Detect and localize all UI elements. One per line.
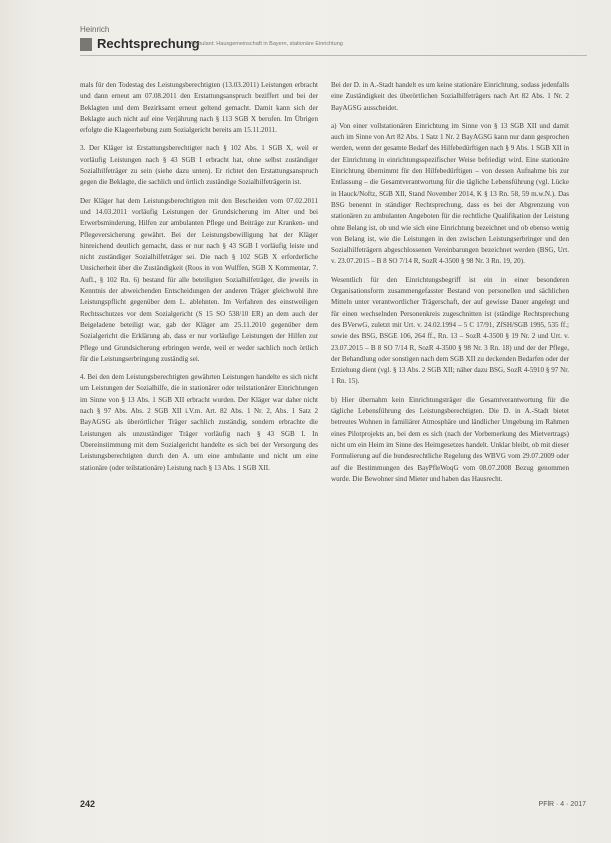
category-label: Heinrich (80, 25, 110, 34)
right-text-column (331, 80, 569, 770)
left-text-column (80, 80, 318, 770)
section-header (80, 35, 587, 56)
journal-reference: PFlR · 4 · 2017 (538, 801, 586, 808)
paragraph: 3. Der Kläger ist Erstattungsberechtigter nach § 102 Abs. 1 SGB X, weil er vorläufig Leistungen nach § 43 SGB I erbracht hat, ohne selbst zuständiger Sozialhilfeträger zu sein (siehe dazu unten). Er richtet den Erstattungsanspruch gegen die Beklagte, die sachlich und örtlich zuständige Sozialhilfeträgerin ist. (80, 144, 318, 187)
section-subtitle: Ambulant: Hausgemeinschaft in Bayern, stationäre Einrichtung (190, 41, 343, 47)
page-number: 242 (80, 799, 96, 809)
paragraph: b) Hier übernahm kein Einrichtungsträger die Gesamtverantwortung für die tägliche Lebensführung des Leistungsberechtigten. Die D. in A.-Stadt bietet betreutes Wohnen in familiärer Atmosphäre und ländlicher Umgebung im Rahmen eines Pilotprojekts an, bei dem es sich (nach der Vorbemerkung des Mietvertrags) nicht um ein Heim im Sinne des Heimgesetzes handelt. Unklar bleibt, ob mit dieser Formulierung auf die bundesrechtliche Regelung des WBVG vom 29.07.2009 oder auf die Bestimmungen des BayPfleWoqG vom 08.07.2008 Bezug genommen wurde. Die Bewohner sind Mieter und haben das Hausrecht. (331, 395, 569, 483)
paragraph: Bei der D. in A.-Stadt handelt es um keine stationäre Einrichtung, sodass jedenfalls eine Zuständigkeit des überörtlichen Sozialhilfeträgers nach Art 82 Abs. 1 Nr. 2 BayAGSG ausscheidet. (331, 81, 569, 112)
paragraph: mals für den Todestag des Leistungsberechtigten (13.03.2011) Leistungen erbracht und dann erneut am 07.08.2011 den Erstattungsanspruch beziffert und bei der Beklagten und dem Bezirksamt erneut geltend gemacht. Damit kann sich der Beklagte auch nicht auf eine Verjährung nach § 113 SGB X berufen. Im Übrigen erfolgte die Klageerhebung zum Sozialgericht bereits am 15.11.2011. (80, 81, 318, 135)
paragraph: Der Kläger hat dem Leistungsberechtigten mit den Bescheiden vom 07.02.2011 und 14.03.2011 vorläufig Leistungen der Grundsicherung im Alter und bei Erwerbsminderung, Hilfen zur ambulanten Pflege und Beiträge zur Kranken- und Pflegeversicherung gewährt. Bei der Leistungsbewilligung hat der Kläger hinreichend deutlich gemacht, dass er nur nach § 43 SGB I vorläufig leiste und nicht zuständiger Sozialhilfeträger sei. Die nach § 102 SGB X erforderliche Unsicherheit über die Zuständigkeit (Roos in von Wulffen, SGB X Kommentar, 7. Aufl., § 102 Rn. 6) bestand für alle beteiligten Sozialhilfeträger, die jeweils in Kenntnis der abweichenden Entscheidungen der anderen Träger gleichwohl ihre Leistungspflicht gegenüber dem L. ablehnten. Im Verfahren des einstweiligen Rechtsschutzes vor dem Sozialgericht (S 15 SO 538/10 ER) an dem auch der Beigeladene beteiligt war, gab der Kläger am 25.11.2010 gegenüber dem Sozialgericht die Erklärung ab, dass er nur vorläufige Leistungen der Hilfen zur Pflege und Grundsicherung erbringen werde, weil er weder sachlich noch örtlich für die Leistungserbringung zuständig sei. (80, 196, 318, 363)
paragraph: a) Von einer vollstationären Einrichtung im Sinne von § 13 SGB XII und damit auch im Sinne von Art 82 Abs. 1 Satz 1 Nr. 2 BayAGSG kann nur dann gesprochen werden, wenn der gesamte Bedarf des Hilfebedürftigen nach § 9 Abs. 1 SGB XII in der Einrichtung in einrichtungsspezifischer Weise befriedigt wird. Eine stationäre Einrichtung übernimmt für den Hilfebedürftigen – von dessen Aufnahme bis zur Entlassung – die Gesamtverantwortung für die tägliche Lebensführung (vgl. Lücke in Hauck/Noftz, SGB XII, Stand November 2014, K § 13 Rn. 58, 59 m.w.N.). Das BSG benennt in ständiger Rechtsprechung, dass es bei der Abgrenzung von stationären zu ambulanten Angeboten für die rechtliche Qualifikation der Leistung ohne Belang ist, ob und wie sich eine Einrichtung bezeichnet und ob ebenso wenig von Belang ist, wie die Leistungen in den zwischen Leistungserbringer und den Sozialhilfeträgern abgeschlossenen Vereinbarungen bezeichnet werden (BSG, Urt. v. 23.07.2015 – B 8 SO 7/14 R, SozR 4-3500 § 98 Nr. 3 Rn. 19, 20). (331, 121, 569, 266)
section-marker-icon (80, 38, 92, 51)
paragraph: Wesentlich für den Einrichtungsbegriff ist ein in einer besonderen Organisationsform zusammengefasster Bestand von personellen und sächlichen Mitteln unter verantwortlicher Trägerschaft, der auf gewisse Dauer angelegt und für einen wechselnden Personenkreis zugeschnitten ist (ständige Rechtsprechung des BVerwG, zuletzt mit Urt. v. 24.02.1994 – 5 C 17/91, ZfSH/SGB 1995, 535 ff.; sowie des BSG, BSGE 106, 264 ff., Rn. 13 – SozR 4-3500 § 19 Nr. 2 und Urt. v. 23.07.2015 – B 8 SO 7/14 R, SozR 4-3500 § 98 Nr. 3 Rn. 18) und der der Pflege, der Behandlung oder sonstigen nach dem SGB XII zu deckenden Bedarfen oder der Erziehung dient (vgl. § 13 Abs. 2 SGB XII; näher dazu BSG, SozR 4-5910 § 97 Nr. 1 Rn. 15). (331, 275, 569, 386)
section-title: Rechtsprechung (97, 36, 200, 51)
paragraph: 4. Bei den dem Leistungsberechtigten gewährten Leistungen handelte es sich nicht um Leistungen der Sozialhilfe, die in stationärer oder teilstationärer Einrichtungen im Sinne von § 13 Abs. 1 SGB XII erbracht wurden. Der Kläger war daher nicht nach § 97 Abs. Abs. 2 SGB XII i.V.m. Art. 82 Abs. 1 Nr. 2, Abs. 1 Satz 2 BayAGSG als überörtlicher Träger sachlich zuständig, sondern erbrachte die Leistungen als unzuständiger Träger vorläufig nach § 43 SGB I. In Übereinstimmung mit dem Sozialgericht handelte es sich bei der Versorgung des Leistungsberechtigten durch den A. um eine ambulante und nicht um eine stationäre (oder teilstationäre) Leistung nach § 13 Abs. 1 SGB XII. (80, 373, 318, 472)
